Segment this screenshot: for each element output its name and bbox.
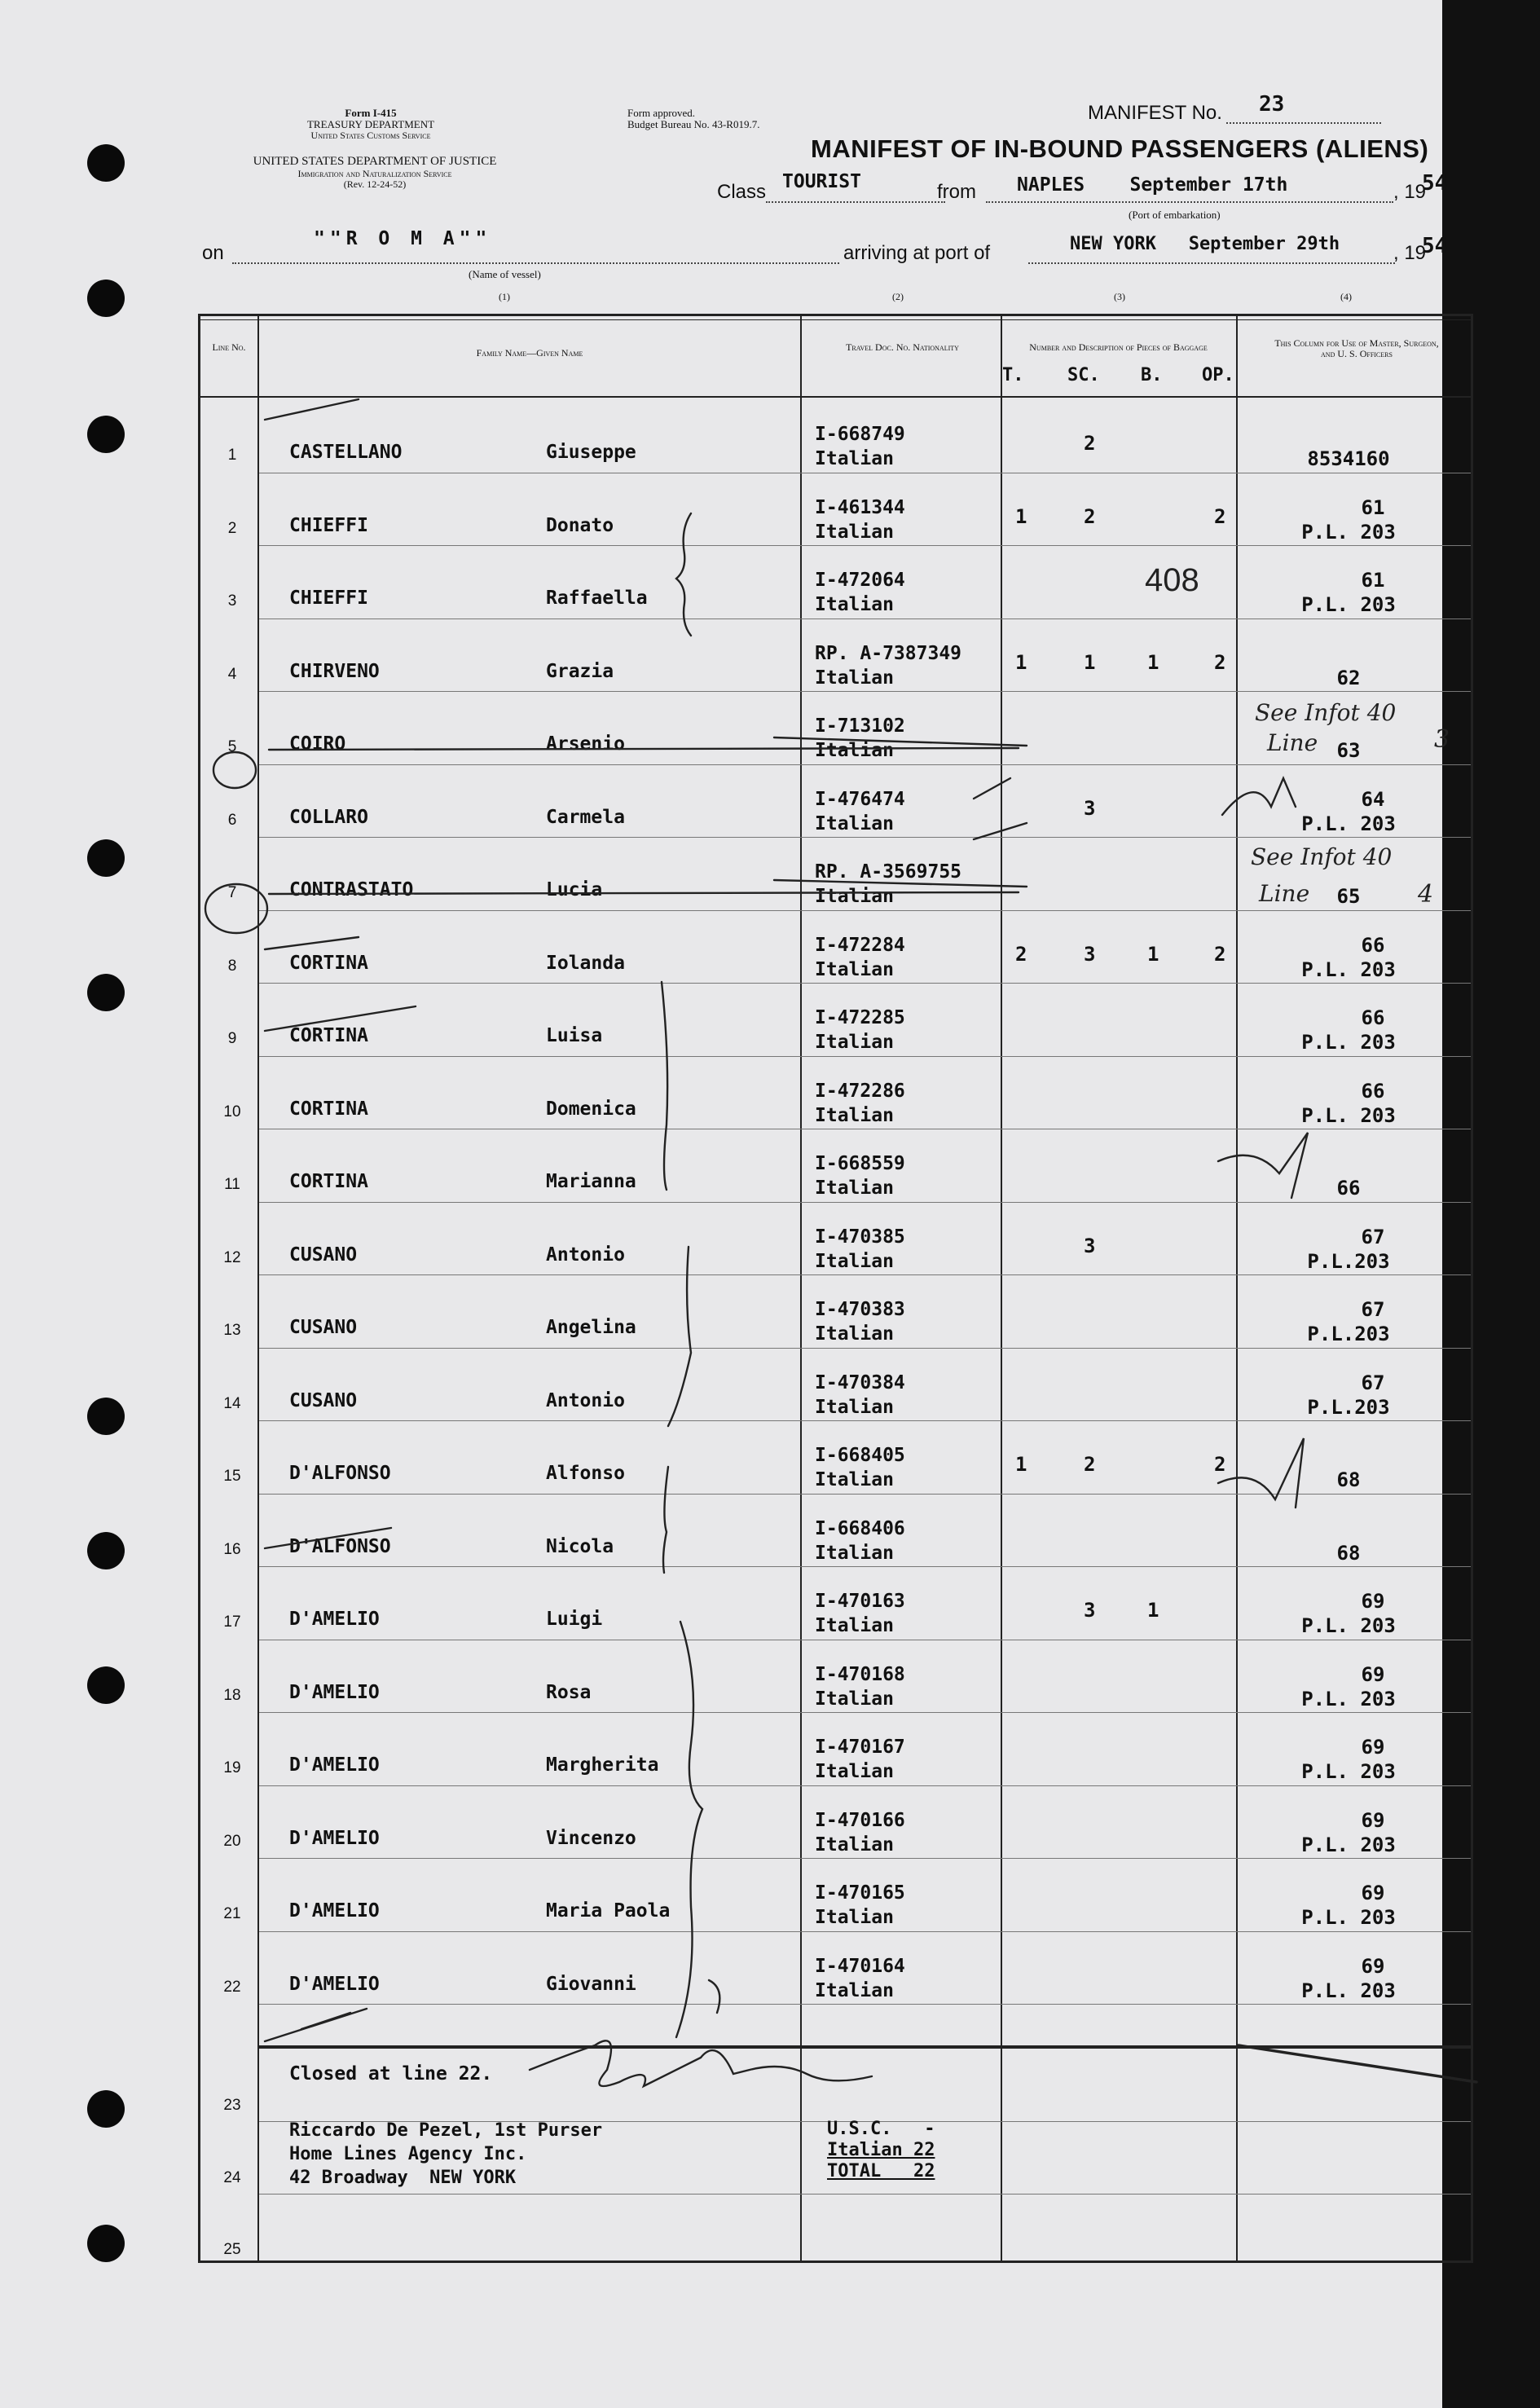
tick-mark [265,399,359,420]
doc-number: I-470384 [815,1371,905,1393]
baggage-sc: 1 [1084,650,1096,674]
header-line-no: Line No. [212,341,246,353]
baggage-sc: 3 [1084,942,1096,966]
circle-line-7 [205,884,267,933]
nationality: Italian [815,1178,894,1199]
bracket-cusano [668,1247,691,1426]
header-bag-t: T. [1002,365,1024,385]
class-value: TOURIST [782,171,861,192]
baggage-annotation-408: 408 [1145,562,1199,598]
tick-mark [265,1006,416,1031]
officer-ref: P.L. 203 [1301,1103,1396,1127]
col-1-number: (1) [499,291,510,302]
line-number: 1 [227,447,237,464]
line-number: 13 [223,1322,241,1339]
line-number: 7 [227,884,237,901]
officer-ref: P.L. 203 [1301,1833,1396,1856]
officer-ref: 68 [1336,1468,1361,1491]
budget-text: Budget Bureau No. 43-R019.7. [627,118,760,130]
officer-code: 69 [1361,1954,1385,1978]
officer-ref: 68 [1336,1541,1361,1565]
baggage-op: 2 [1214,942,1226,966]
line-number: 2 [227,519,237,537]
see-note-line-7-a: See Infot 40 [1251,843,1393,870]
ins-service: Immigration and Naturalization Service [297,168,452,179]
bracket-chieffi [676,513,691,636]
header-officers: This Column for Use of Master, Surgeon, and U. S. Officers [1274,337,1439,359]
officer-ref: P.L. 203 [1301,957,1396,981]
officer-code: 69 [1361,1590,1385,1613]
bracket-cortina [662,982,667,1190]
usc-total: U.S.C. - [827,2119,935,2139]
officer-ref: 66 [1336,1177,1361,1200]
nationality: Italian [815,1396,894,1418]
baggage-op: 2 [1214,504,1226,528]
line-number: 4 [227,665,237,683]
port-embark-caption: (Port of embarkation) [1129,209,1221,221]
line-number: 22 [223,1978,241,1996]
doc-number: I-476474 [815,788,905,810]
family-name: D'ALFONSO [289,1463,391,1484]
see-note-line-7-c: 4 [1418,880,1434,909]
line-number: 21 [223,1905,241,1922]
family-name: D'AMELIO [289,1609,380,1630]
form-number: Form I-415 [345,107,397,119]
doc-number: RP. A-7387349 [815,642,962,664]
officer-ref: P.L. 203 [1301,812,1396,835]
line-number: 6 [227,811,237,829]
given-name: Antonio [546,1389,625,1411]
on-label: on [202,242,224,264]
given-name: Vincenzo [546,1827,636,1849]
nationality: Italian [815,1834,894,1856]
signature-stroke [709,1980,719,2013]
officer-code: 66 [1361,1006,1385,1029]
baggage-sc: 3 [1084,796,1096,820]
year-value: 54 [1422,171,1448,196]
line-number-25: 25 [223,2241,241,2258]
tick-mark [301,2013,350,2029]
doc-number: I-472286 [815,1080,905,1102]
family-name: CUSANO [289,1244,358,1266]
line-number: 12 [223,1248,241,1266]
doc-number: I-470166 [815,1809,905,1831]
doc-number: I-470167 [815,1737,905,1758]
nationality: Italian [815,1688,894,1710]
family-name: CUSANO [289,1389,358,1411]
doc-number: I-472285 [815,1007,905,1028]
officer-ref: P.L. 203 [1301,1031,1396,1054]
given-name: Nicola [546,1535,614,1557]
nationality: Italian [815,1907,894,1928]
family-name: CORTINA [289,1171,368,1192]
manifest-label: MANIFEST No. [1088,102,1222,124]
officer-code: 66 [1361,1079,1385,1103]
year-value-2: 54 [1422,234,1448,258]
officer-code: 67 [1361,1371,1385,1394]
vessel-name: ""R O M A"" [314,228,492,249]
bracket-damelio [676,1622,702,2037]
doc-number: I-470164 [815,1955,905,1977]
officer-check-15 [1218,1438,1304,1508]
officer-ref: 62 [1336,666,1361,689]
italian-total: Italian 22 [827,2140,935,2160]
nationality: Italian [815,958,894,980]
agency-name: Home Lines Agency Inc. [289,2144,527,2164]
family-name: CHIEFFI [289,588,368,609]
baggage-b: 1 [1147,650,1159,674]
officer-code: 61 [1361,569,1385,592]
officer-code: 69 [1361,1736,1385,1759]
nationality: Italian [815,740,894,761]
approved-text: Form approved. [627,107,696,119]
closing-diagonal [1239,2045,1476,2082]
baggage-t: 2 [1015,942,1027,966]
justice-dept: UNITED STATES DEPARTMENT OF JUSTICE [253,155,497,168]
given-name: Maria Paola [546,1900,671,1922]
nationality: Italian [815,1250,894,1272]
see-note-line-5-a: See Infot 40 [1255,699,1397,726]
doc-number: I-668405 [815,1445,905,1466]
manifest-number: 23 [1259,92,1285,117]
line-number: 19 [223,1759,241,1776]
baggage-op: 2 [1214,1453,1226,1476]
from-label: from [937,181,976,203]
grand-total: TOTAL 22 [827,2161,935,2181]
family-name: CHIRVENO [289,660,380,682]
given-name: Antonio [546,1244,625,1266]
given-name: Grazia [546,660,614,682]
family-name: D'ALFONSO [289,1535,391,1557]
officer-ref: P.L. 203 [1301,1760,1396,1783]
nationality: Italian [815,1469,894,1490]
line-number: 17 [223,1613,241,1631]
family-name: CORTINA [289,952,368,974]
from-value: NAPLES September 17th [1017,174,1288,196]
header-name: Family Name—Given Name [476,347,583,359]
officer-ref: 65 [1336,885,1361,908]
nationality: Italian [815,886,894,907]
line-number: 16 [223,1540,241,1558]
see-note-line-5-b: Line [1267,729,1318,756]
doc-number: I-470383 [815,1299,905,1320]
circle-line-5 [213,752,256,788]
family-name: D'AMELIO [289,1754,380,1776]
line-number: 15 [223,1468,241,1485]
see-note-line-5-c: 3 [1434,725,1450,754]
officer-ref: P.L. 203 [1301,1906,1396,1929]
given-name: Domenica [546,1098,636,1120]
year-prefix: , 19 [1393,181,1427,203]
officer-code: 67 [1361,1225,1385,1248]
baggage-op: 2 [1214,650,1226,674]
given-name: Donato [546,514,614,536]
baggage-sc: 3 [1084,1234,1096,1257]
baggage-b: 1 [1147,942,1159,966]
officer-ref: P.L.203 [1307,1395,1390,1419]
line-number: 11 [224,1176,240,1193]
tick-mark-doc [974,778,1010,799]
officer-ref: 63 [1336,739,1361,762]
line-number: 9 [227,1030,237,1047]
given-name: Giuseppe [546,442,636,463]
strike-line-7-doc [774,880,1027,887]
arriving-label: arriving at port of [843,242,991,264]
strike-line-5-doc [774,737,1027,746]
nationality: Italian [815,448,894,469]
officer-ref: P.L. 203 [1301,1687,1396,1710]
page-title: MANIFEST OF IN-BOUND PASSENGERS (ALIENS) [811,134,1429,163]
family-name: CHIEFFI [289,514,368,536]
tick-mark [265,1528,391,1548]
doc-number: I-470163 [815,1591,905,1612]
doc-number: I-470165 [815,1882,905,1904]
given-name: Arsenio [546,733,625,755]
doc-number: I-470168 [815,1663,905,1685]
nationality: Italian [815,812,894,834]
baggage-t: 1 [1015,504,1027,528]
given-name: Luisa [546,1025,603,1046]
baggage-b: 1 [1147,1599,1159,1622]
purser-name: Riccardo De Pezel, 1st Purser [289,2120,603,2141]
officer-code: 69 [1361,1882,1385,1904]
purser-signature [530,2040,872,2086]
treasury-dept: TREASURY DEPARTMENT [306,118,435,130]
family-name: COIRO [289,733,346,755]
given-name: Luigi [546,1609,603,1630]
officer-code: 69 [1361,1662,1385,1686]
header-bag-b: B. [1141,365,1163,385]
nationality: Italian [815,1615,894,1636]
tick-mark-doc [974,823,1027,839]
agency-address: 42 Broadway NEW YORK [289,2168,517,2188]
nationality: Italian [815,1104,894,1126]
doc-number: I-472064 [815,570,905,591]
nationality: Italian [815,1323,894,1345]
given-name: Rosa [546,1681,592,1703]
family-name: D'AMELIO [289,1900,380,1922]
given-name: Alfonso [546,1463,625,1484]
nationality: Italian [815,1979,894,2001]
vessel-caption: (Name of vessel) [469,268,541,280]
baggage-sc: 2 [1084,432,1096,455]
officer-code: 61 [1361,495,1385,519]
nationality: Italian [815,521,894,543]
line-number: 5 [227,738,237,755]
line-number: 3 [227,592,237,610]
officer-ref: P.L. 203 [1301,593,1396,616]
doc-number: I-668559 [815,1153,905,1174]
nationality: Italian [815,1761,894,1782]
closed-at-line: Closed at line 22. [289,2063,493,2084]
tick-mark [265,937,359,949]
col-4-number: (4) [1340,291,1352,302]
officer-ref: P.L.203 [1307,1249,1390,1273]
revision: (Rev. 12-24-52) [343,178,407,190]
given-name: Carmela [546,806,625,828]
officer-ref: P.L. 203 [1301,1979,1396,2002]
given-name: Margherita [546,1754,659,1776]
baggage-sc: 3 [1084,1599,1096,1622]
family-name: CONTRASTATO [289,879,414,900]
given-name: Raffaella [546,588,648,609]
doc-number: I-461344 [815,496,905,518]
officer-check-11 [1218,1133,1308,1198]
line-number-23: 23 [223,2097,241,2114]
officer-ref: P.L. 203 [1301,520,1396,544]
doc-number: I-472284 [815,934,905,956]
given-name: Iolanda [546,952,625,974]
family-name: CORTINA [289,1098,368,1120]
nationality: Italian [815,1032,894,1053]
line-number: 8 [227,957,237,975]
doc-number: RP. A-3569755 [815,861,962,883]
doc-number: I-668406 [815,1517,905,1539]
nationality: Italian [815,1542,894,1564]
year-prefix-2: , 19 [1393,242,1427,264]
given-name: Angelina [546,1317,636,1338]
nationality: Italian [815,594,894,615]
given-name: Lucia [546,879,603,900]
officer-check-6 [1222,778,1296,815]
col-2-number: (2) [892,291,904,302]
line-number: 14 [223,1394,241,1412]
officer-code: 66 [1361,933,1385,957]
strike-line-5 [269,748,1019,750]
family-name: CUSANO [289,1317,358,1338]
family-name: CORTINA [289,1025,368,1046]
family-name: COLLARO [289,806,368,828]
header-doc: Travel Doc. No. Nationality [846,341,959,353]
see-note-line-7-b: Line [1259,880,1310,907]
given-name: Marianna [546,1171,636,1192]
family-name: D'AMELIO [289,1827,380,1849]
doc-number: I-470385 [815,1226,905,1248]
doc-number: I-668749 [815,424,905,445]
family-name: D'AMELIO [289,1973,380,1995]
family-name: D'AMELIO [289,1681,380,1703]
officer-code: 67 [1361,1298,1385,1321]
baggage-t: 1 [1015,1453,1027,1476]
col-3-number: (3) [1114,291,1125,302]
class-label: Class [717,181,767,203]
officer-ref: 8534160 [1307,447,1390,470]
nationality: Italian [815,667,894,689]
officer-code: 69 [1361,1808,1385,1832]
given-name: Giovanni [546,1973,636,1995]
family-name: CASTELLANO [289,442,403,463]
bracket-dalfonso [663,1467,668,1573]
baggage-t: 1 [1015,650,1027,674]
officer-code: 64 [1361,787,1385,811]
header-baggage: Number and Description of Pieces of Baggage [1029,341,1208,353]
doc-number: I-713102 [815,715,905,737]
officer-ref: P.L.203 [1307,1323,1390,1345]
header-bag-sc: SC. [1067,365,1100,385]
line-number: 10 [223,1103,241,1120]
baggage-sc: 2 [1084,1453,1096,1476]
baggage-sc: 2 [1084,504,1096,528]
line-number: 18 [223,1686,241,1704]
arrival-value: NEW YORK September 29th [1070,234,1340,254]
strike-line-7 [269,892,1019,894]
customs-service: United States Customs Service [310,130,431,141]
header-bag-op: OP. [1202,365,1234,385]
officer-ref: P.L. 203 [1301,1614,1396,1637]
line-number-24: 24 [223,2169,241,2186]
line-number: 20 [223,1832,241,1850]
